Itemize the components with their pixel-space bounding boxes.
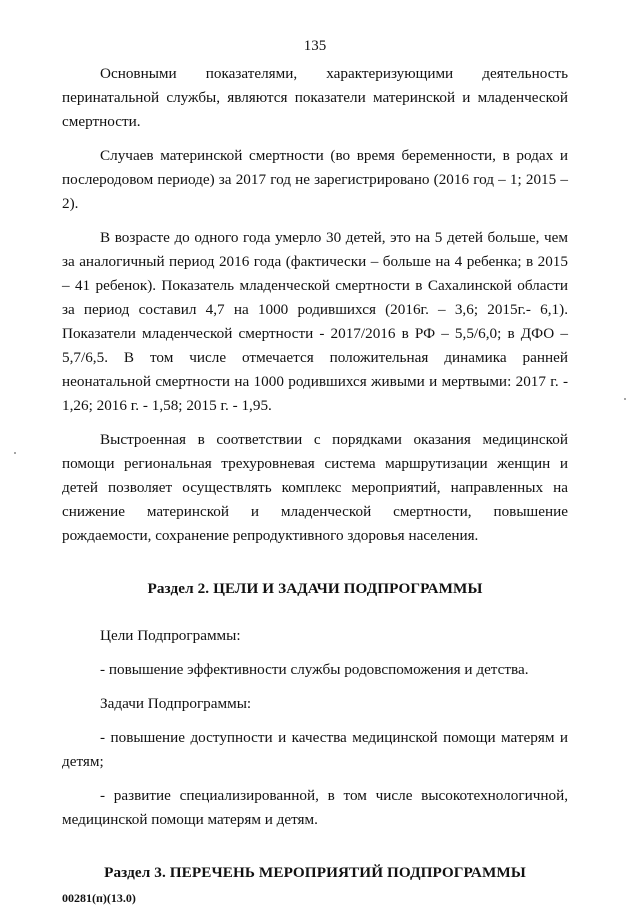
tasks-label: Задачи Подпрограммы: — [100, 695, 252, 712]
paragraph-infant-mortality: В возрасте до одного года умерло 30 детей, это на 5 детей больше, чем за аналогичный период 2016 года (фактически – больше на 4 ребенка; в 2015 – 41 ребенок). Показатель младенческой смертности в Сахалинской области за период составил 4,7 на 1000 родившихся (2016г. – 3,6; 2015г.- 6,1). Показатели младенческой смертности - 2017/2016 в РФ – 5,5/6,0; в ДФО – 5,7/6,5. В том числе отмечается положительная динамика ранней неонатальной смертности на 1000 родившихся живыми и мертвыми: 2017 г. - 1,26; 2016 г. - 1,58; 2015 г. - 1,95. — [62, 229, 568, 414]
paragraph-routing-system: Выстроенная в соответствии с порядками оказания медицинской помощи региональная трехуровневая система маршрутизации женщин и детей позволяет осуществлять комплекс мероприятий, направленных на снижение материнской и младенческой смертности, повышение рождаемости, сохранение репродуктивного здоровья населения. — [62, 431, 568, 544]
section-2-heading: Раздел 2. ЦЕЛИ И ЗАДАЧИ ПОДПРОГРАММЫ — [147, 580, 483, 597]
scan-speck — [14, 452, 16, 454]
task-item: - развитие специализированной, в том числе высокотехнологичной, медицинской помощи матерям и детям. — [62, 787, 568, 828]
paragraph-indicators: Основными показателями, характеризующими деятельность перинатальной службы, являются показатели материнской и младенческой смертности. — [62, 65, 568, 130]
goal-item: - повышение эффективности службы родовспоможения и детства. — [100, 661, 529, 678]
document-code: 00281(п)(13.0) — [62, 891, 136, 905]
scan-speck — [624, 398, 626, 400]
goals-label: Цели Подпрограммы: — [100, 627, 241, 644]
document-page — [62, 36, 568, 906]
page-number: 135 — [303, 38, 327, 54]
task-item: - повышение доступности и качества медицинской помощи матерям и детям; — [62, 729, 568, 770]
paragraph-maternal-mortality: Случаев материнской смертности (во время беременности, в родах и послеродовом периоде) за 2017 год не зарегистрировано (2016 год – 1; 2015 – 2). — [62, 147, 568, 212]
section-3-heading: Раздел 3. ПЕРЕЧЕНЬ МЕРОПРИЯТИЙ ПОДПРОГРАММЫ — [104, 864, 526, 881]
